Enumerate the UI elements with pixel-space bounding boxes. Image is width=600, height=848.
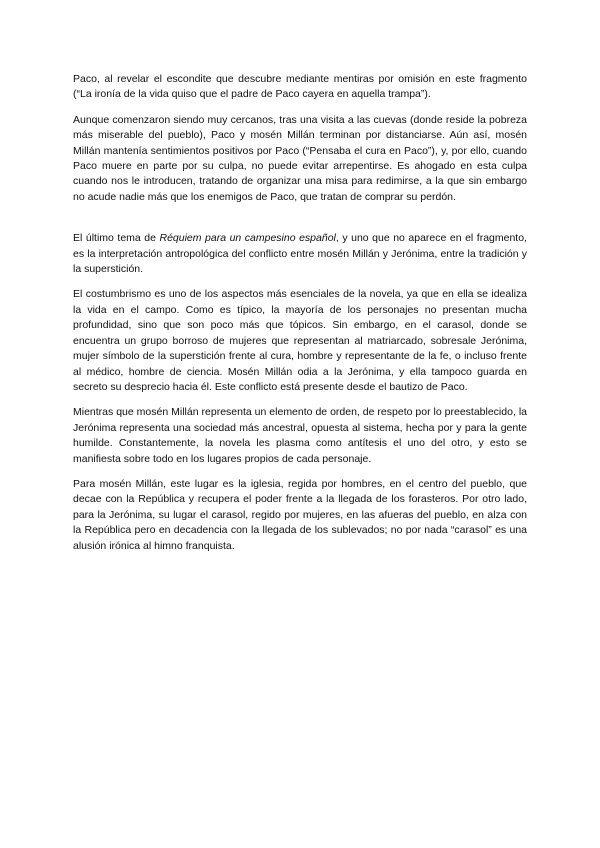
paragraph-paco-escondite: Paco, al revelar el escondite que descubre mediante mentiras por omisión en este fragmento (“La ironía de la vida quiso que el padre de Paco cayera en aquella trampa”). bbox=[73, 73, 527, 101]
paragraph-text-after: , y uno que no aparece en el fragmento, es la interpretación antropológica del conflicto entre mosén Millán y Jerónima, entre la tradición y la superstición. bbox=[73, 232, 527, 276]
paragraph-iglesia-carasol: Para mosén Millán, este lugar es la iglesia, regida por hombres, en el centro del pueblo, que decae con la República y recupera el poder frente a la llegada de los forasteros. Por otro lado, para la Jerónima, su lugar el carasol, regido por mujeres, en las afueras del pueblo, en alza con la República pero en decadencia con la llegada de los sublevados; no por nada “carasol” es una alusión irónica al himno franquista. bbox=[73, 477, 527, 552]
paragraph-paco-mosen-millan: Aunque comenzaron siendo muy cercanos, tras una visita a las cuevas (donde reside la pobreza más miserable del pueblo), Paco y mosén Millán terminan por distanciarse. Aún así, mosén Millán mantenía sentimientos positivos por Paco (“Pensaba el cura en Paco”), y, por ello, cuando Paco muere en parte por su culpa, no puede evitar arrepentirse. Es ahogado en esta culpa cuando nos le introducen, tratando de organizar una misa para redimirse, a la que sin embargo no acude nadie más que los enemigos de Paco, que tratan de comprar su perdón. bbox=[73, 113, 527, 203]
novel-title: Réquiem para un campesino español bbox=[159, 232, 336, 245]
paragraph-ultimo-tema bbox=[73, 231, 527, 277]
paragraph-orden-sociedad: Mientras que mosén Millán representa un elemento de orden, de respeto por lo preestablecido, la Jerónima representa una sociedad más ancestral, opuesta al sistema, hecha por y para la gente humilde. Constantemente, la novela les plasma como antítesis el uno del otro, y esto se manifiesta sobre todo en los lugares propios de cada personaje. bbox=[73, 406, 527, 465]
paragraph-costumbrismo: El costumbrismo es uno de los aspectos más esenciales de la novela, ya que en ella se idealiza la vida en el campo. Como es típico, la mayoría de los personajes no presentan mucha profundidad, sino que son poco más que tópicos. Sin embargo, en el carasol, donde se encuentra un grupo borroso de mujeres que representan al matriarcado, sobresale Jerónima, mujer símbolo de la superstición frente al cura, hombre y representante de la fe, o incluso frente al médico, hombre de ciencia. Mosén Millán odia a la Jerónima, y ella tampoco guarda en secreto su desprecio hacia él. Este conflicto está presente desde el bautizo de Paco. bbox=[73, 288, 527, 393]
document-page bbox=[73, 72, 527, 564]
paragraph-text-before: El último tema de bbox=[73, 232, 160, 245]
